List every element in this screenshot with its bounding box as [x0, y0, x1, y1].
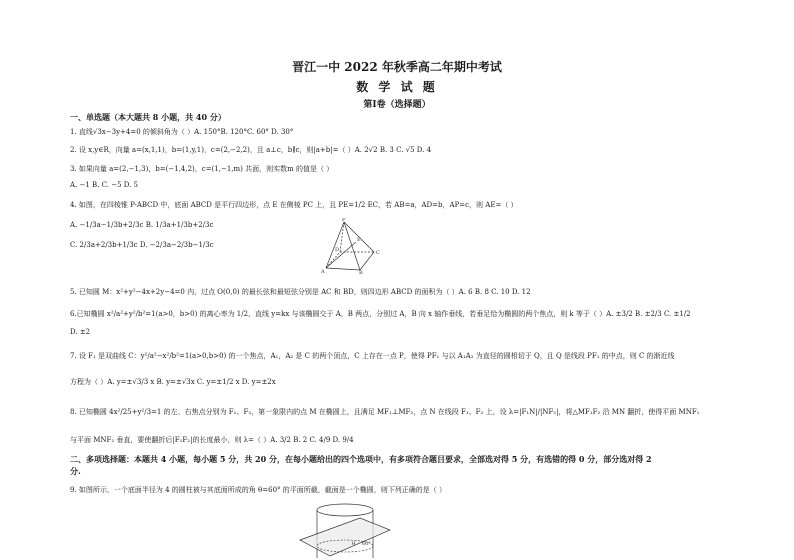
question-9: 9. 如图所示，一个底面半径为 4 的圆柱被与其底面所成的角 θ=60° 的平面所截，截面是一个椭圆，则下列正确的是（ ） — [70, 486, 446, 494]
question-3: 3. 如果向量 a=(2,−1,3)，b=(−1,4,2)，c=(1,−1,m) 共面，则实数m 的值是（ ） — [70, 165, 334, 173]
pyramid-label-a: A — [321, 269, 325, 274]
question-6-option-d: D. ±2 — [70, 328, 91, 336]
section2-heading-cont: 分. — [70, 466, 81, 476]
question-4-option-cd: C. 2/3a+2/3b+1/3c D. −2/3a−2/3b−1/3c — [70, 241, 214, 249]
section2-heading: 二、多项选择题：本题共 4 小题，每小题 5 分，共 20 分，在每小题给出的四个选项中，有多项符合题目要求，全部选对得 5 分，有选错的得 0 分，部分选对得 2 — [70, 454, 652, 464]
question-2: 2. 设 x,y∈R，向量 a=(x,1,1)，b=(1,y,1)，c=(2,−2,2)，且 a⊥c，b∥c，则|a+b|=（ ）A. 2√2 B. 3 C. √5 D. 4 — [70, 146, 432, 154]
pyramid-label-e: E — [357, 237, 361, 243]
cylinder-figure — [290, 500, 400, 560]
question-8: 8. 已知椭圆 4x²/25+y²/3=1 的左、右焦点分别为 F₁、F₂，第一象限内的点 M 在椭圆上，且满足 MF₁⊥MF₂，点 N 在线段 F₁、F₂ 上，设 λ=|F₁N|/|NF₂|，将△MF₁F₂ 沿 MN 翻折，使得平面 MNF₁ — [70, 408, 700, 416]
school-title: 晋江一中 2022 年秋季高二年期中考试 — [292, 60, 502, 74]
pyramid-label-p: P — [342, 218, 346, 223]
question-4-option-ab: A. −1/3a−1/3b+2/3c B. 1/3a+1/3b+2/3c — [70, 221, 214, 229]
pyramid-label-b: B — [359, 270, 363, 274]
question-3-options: A. −1 B. C. −5 D. 5 — [70, 181, 139, 189]
volume-title: 第Ⅰ卷（选择题） — [363, 100, 431, 110]
subject-title: 数 学 试 题 — [356, 80, 438, 94]
question-4: 4. 如图，在四棱锥 P-ABCD 中，底面 ABCD 是平行四边形，点 E 在侧棱 PC 上，且 PE=1/2 EC，若 AB=a，AD=b，AP=c，则 AE=（ ） — [70, 201, 518, 209]
question-6: 6.已知椭圆 x²/a²+y²/b²=1(a>0，b>0) 的离心率为 1/2，直线 y=kx 与该椭圆交于 A，B 两点，分别过 A，B 向 x 轴作垂线，若垂足恰为椭圆的两个焦点，则 k 等于（ ）A. ±3/2 B. ±2/3 C. ±1/2 — [70, 310, 691, 318]
pyramid-label-d: D — [335, 247, 340, 253]
pyramid-label-c: C — [376, 250, 380, 256]
question-7-options: 方程为（ ）A. y=±√3/3 x B. y=±√3x C. y=±1/2 x D. y=±2x — [70, 378, 276, 386]
question-5: 5. 已知圆 M：x²+y²−4x+2y−4=0 内，过点 O(0,0) 的最长弦和最短弦分别是 AC 和 BD，则四边形 ABCD 的面积为（ ）A. 6 B. 8 C. 10 D. 12 — [70, 288, 531, 296]
question-8-options: 与平面 MNF₂ 垂直，要使翻折后|F₁F₂|的长度最小，则 λ=（ ）A. 3/2 B. 2 C. 4/9 D. 9/4 — [70, 436, 354, 444]
pyramid-figure — [316, 218, 386, 274]
cylinder-label-theta: θ — [352, 541, 356, 547]
question-7: 7. 设 F₁ 是双曲线 C：y²/a²−x²/b²=1(a>0,b>0) 的一个焦点，A₁，A₂ 是 C 的两个顶点，C 上存在一点 P，使得 PF₁ 与以 A₁A₂ 为直径的圆相切于 Q，且 Q 是线段 PF₁ 的中点，则 C 的渐近线 — [70, 352, 675, 360]
question-1: 1. 直线√3x−3y+4=0 的倾斜角为（ ）A. 150°B. 120°C. 60° D. 30° — [70, 128, 294, 136]
cylinder-label-angle: 60° — [362, 541, 371, 547]
section1-heading: 一、单选题（本大题共 8 小题，共 40 分） — [70, 112, 226, 122]
